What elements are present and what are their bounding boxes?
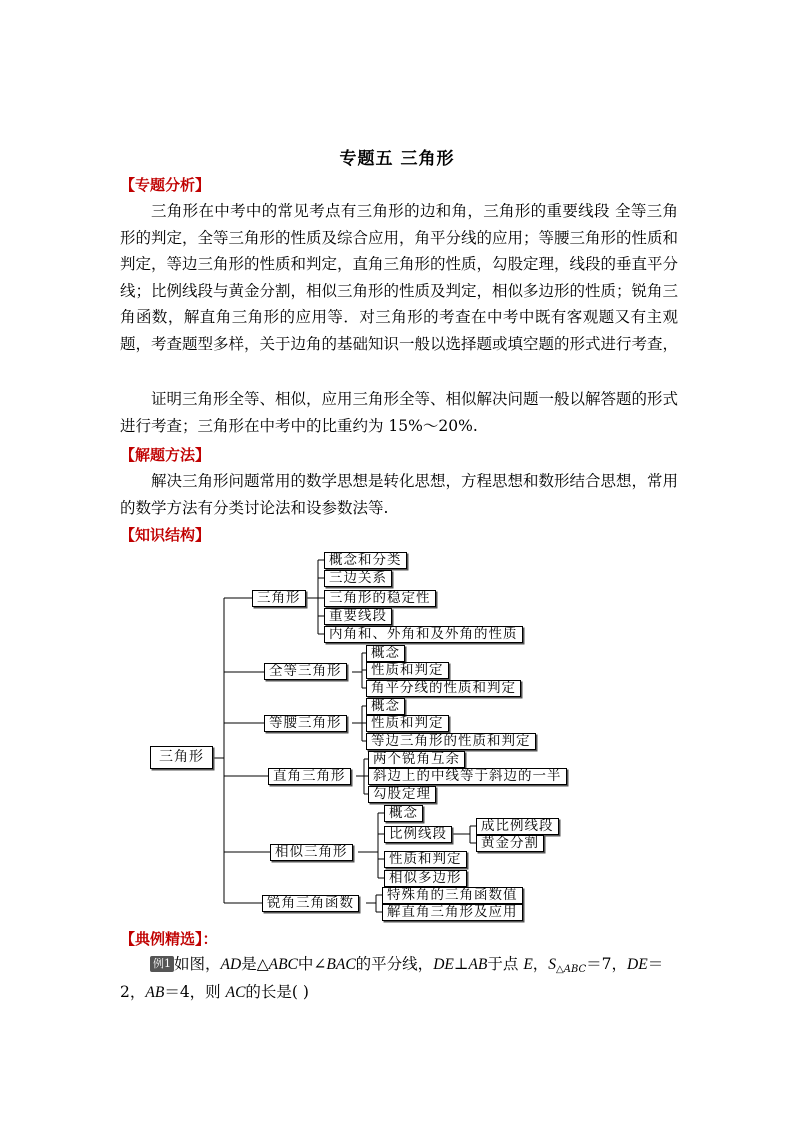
tree-subleaf: 黄金分割 [476, 835, 544, 852]
tree-leaf: 比例线段 [384, 826, 452, 843]
tree-leaf: 性质和判定 [366, 715, 449, 732]
tree-leaf: 勾股定理 [368, 786, 436, 803]
tree-leaf: 概念和分类 [324, 552, 407, 569]
tree-leaf: 特殊角的三角函数值 [382, 887, 523, 904]
example-1-line-1: 例1 如图，AD是△ABC中∠BAC的平分线，DE⊥AB于点 E，$S_{\triangle ABC}=7$，DE＝ [120, 950, 680, 984]
tree-leaf: 解直角三角形及应用 [382, 904, 523, 921]
tree-root-node: 三角形 [150, 746, 213, 769]
method-paragraph: 解决三角形问题常用的数学思想是转化思想，方程思想和数形结合思想，常用的数学方法有分类讨论法和设参数法等. [120, 472, 679, 517]
example-badge: 例1 [150, 956, 174, 972]
tree-branch-congruent: 全等三角形 [264, 663, 347, 680]
section-method-heading: 【解题方法】 [120, 446, 211, 464]
page-title: 专题五 三角形 [339, 149, 455, 169]
section-examples-heading: 【典例精选】： [120, 930, 218, 948]
example-1-line-2: 2，AB＝4，则 AC的长是( ) [120, 983, 309, 1001]
tree-leaf: 两个锐角互余 [368, 751, 465, 768]
section-structure-heading: 【知识结构】 [120, 526, 211, 544]
tree-leaf: 三边关系 [324, 570, 392, 587]
tree-leaf: 概念 [366, 698, 405, 715]
tree-leaf: 等边三角形的性质和判定 [366, 733, 536, 750]
section-analysis-heading: 【专题分析】 [120, 176, 211, 194]
tree-leaf: 三角形的稳定性 [324, 590, 436, 607]
tree-branch-similar: 相似三角形 [270, 844, 353, 861]
tree-leaf: 概念 [366, 645, 405, 662]
tree-branch-triangle: 三角形 [252, 590, 306, 607]
tree-leaf: 性质和判定 [384, 851, 467, 868]
tree-leaf: 内角和、外角和及外角的性质 [324, 626, 523, 643]
analysis-paragraph-1: 三角形在中考中的常见考点有三角形的边和角，三角形的重要线段 全等三角形的判定，全等三角形的性质及综合应用，角平分线的应用；等腰三角形的性质和判定，等边三角形的性质和判定，直角三角形的性质，勾股定理，线段的垂直平分线；比例线段与黄金分割，相似三角形的性质及判定，相似多边形的性质；锐角三角函数，解直角三角形的应用等．对三角形的考查在中考中既有客观题又有主观题，考查题型多样，关于边角的基础知识一般以选择题或填空题的形式进行考查， [120, 202, 679, 353]
tree-leaf: 角平分线的性质和判定 [366, 680, 521, 697]
tree-branch-trig: 锐角三角函数 [262, 895, 359, 912]
tree-branch-right: 直角三角形 [268, 768, 351, 785]
analysis-paragraph-2: 证明三角形全等、相似，应用三角形全等、相似解决问题一般以解答题的形式进行考查；三角形在中考中的比重约为 15%～20%. [120, 390, 679, 435]
tree-leaf: 斜边上的中线等于斜边的一半 [368, 768, 567, 785]
tree-leaf: 概念 [384, 805, 423, 822]
tree-leaf: 性质和判定 [366, 662, 449, 679]
tree-subleaf: 成比例线段 [476, 818, 559, 835]
tree-leaf: 相似多边形 [384, 870, 467, 887]
tree-leaf: 重要线段 [324, 608, 392, 625]
tree-branch-isosceles: 等腰三角形 [264, 715, 347, 732]
